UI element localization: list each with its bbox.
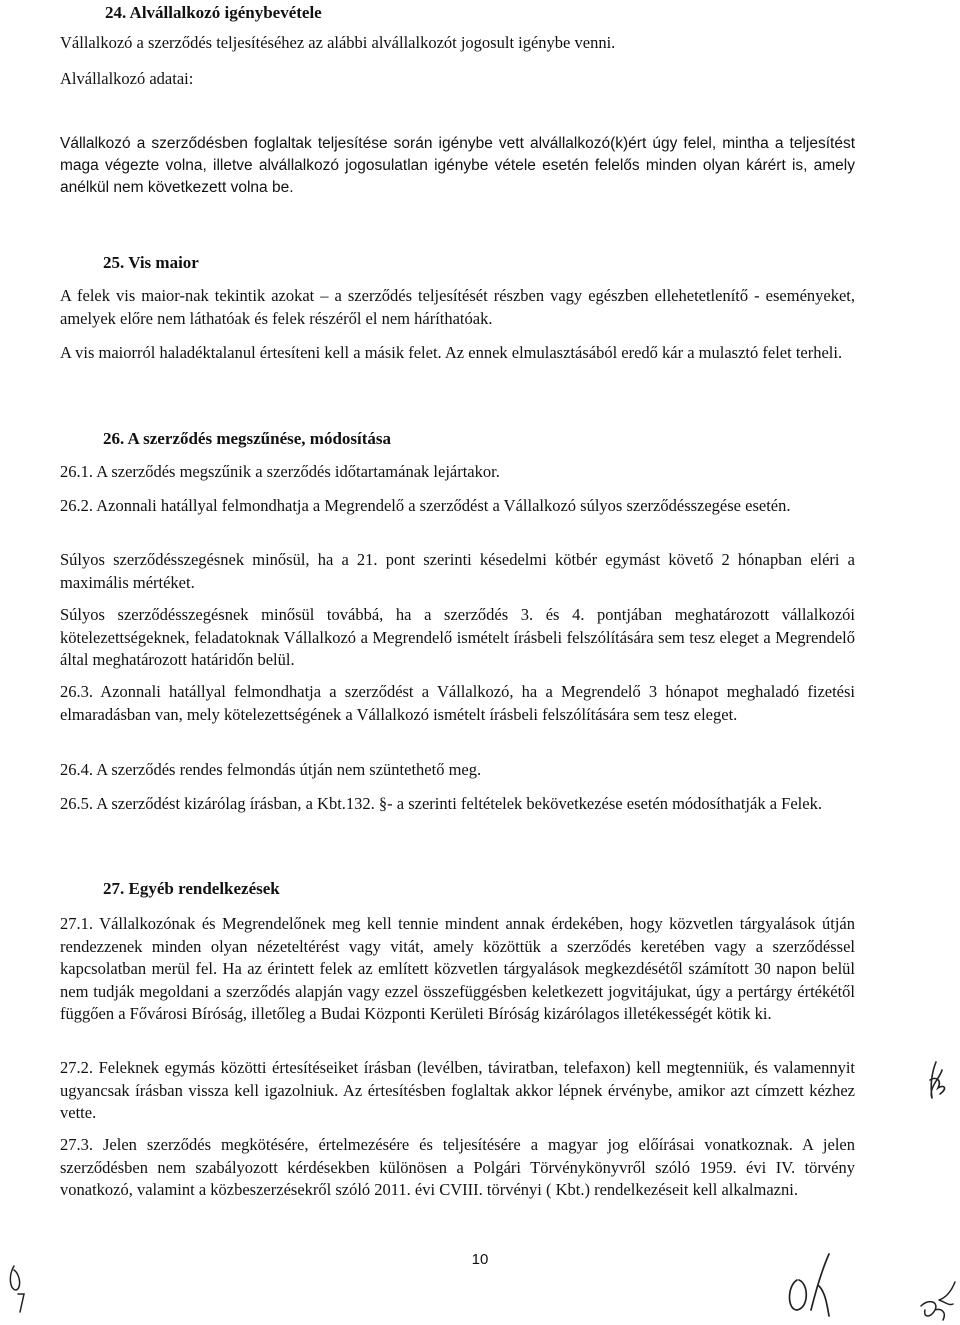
section-24-heading: 24. Alvállalkozó igénybevétele <box>105 3 322 22</box>
page-number: 10 <box>471 1251 489 1268</box>
section-27-heading: 27. Egyéb rendelkezések <box>103 879 280 898</box>
section-25-paragraph-2: A vis maiorról haladéktalanul értesíteni kell a másik felet. Az ennek elmulasztásából eredő kár a mulasztó felet terheli. <box>60 343 843 362</box>
clause-26-2-paragraph-2: Súlyos szerződésszegésnek minősül, ha a 21. pont szerinti késedelmi kötbér egymást követő 2 hónapban eléri a maximális mértéket. <box>60 550 855 592</box>
clause-26-3: 26.3. Azonnali hatállyal felmondhatja a szerződést a Vállalkozó, ha a Megrendelő 3 hónapot meghaladó fizetési elmaradásban van, mely kötelezettségének a Vállalkozó ismételt írásbeli felszólítására sem tesz eleget. <box>60 682 855 724</box>
corner-initials-left <box>4 1260 34 1316</box>
clause-26-1: 26.1. A szerződés megszűnik a szerződés időtartamának lejártakor. <box>60 462 500 481</box>
clause-26-2-paragraph-3: Súlyos szerződésszegésnek minősül továbbá, ha a szerződés 3. és 4. pontjában meghatározott vállalkozói kötelezettségeknek, feladatoknak Vállalkozó a Megrendelő ismételt írásbeli felszólítására sem tesz eleget a Megrendelő által meghatározott határidőn belül. <box>60 605 855 669</box>
clause-27-3: 27.3. Jelen szerződés megkötésére, értelmezésére és teljesítésére a magyar jog előírásai vonatkoznak. A jelen szerződésben nem szabályozott kérdésekben különösen a Polgári Törvénykönyvről szóló 1959. évi IV. törvény vonatkozó, valamint a közbeszerzésekről szóló 2011. évi CVIII. törvényi ( Kbt.) rendelkezéseit kell alkalmazni. <box>60 1135 855 1199</box>
section-25-paragraph-1: A felek vis maior-nak tekintik azokat – a szerződés teljesítését részben vagy egészben ellehetetlenítő - eseményeket, amelyek előre nem láthatóak és felek részéről el nem háríthatóak. <box>60 286 855 328</box>
section-26-heading: 26. A szerződés megszűnése, módosítása <box>103 429 392 448</box>
clause-27-1: 27.1. Vállalkozónak és Megrendelőnek meg kell tennie mindent annak érdekében, hogy közvetlen tárgyalások útján rendezzenek minden olyan nézeteltérést vagy vitát, amely közöttük a szerződés keretében vagy a szerződéssel kapcsolatban merül fel. Ha az érintett felek az említett közvetlen tárgyalások megkezdésétől számított 30 napon belül nem tudják megoldani a szerződés alapján vagy ezzel összefüggésben keletkezett jogvitájukat, úgy a pertárgy értékétől függően a Fővárosi Bíróság, illetőleg a Budai Központi Kerületi Bíróság kizárólagos illetékességét kötik ki. <box>60 914 855 1023</box>
clause-26-2: 26.2. Azonnali hatállyal felmondhatja a Megrendelő a szerződést a Vállalkozó súlyos szerződésszegése esetén. <box>60 496 791 515</box>
clause-26-5: 26.5. A szerződést kizárólag írásban, a Kbt.132. §- a szerinti feltételek bekövetkezése esetén módosíthatják a Felek. <box>60 794 822 813</box>
clause-26-4: 26.4. A szerződés rendes felmondás útján nem szüntethető meg. <box>60 760 482 779</box>
section-25-heading: 25. Vis maior <box>103 253 199 272</box>
clause-27-2: 27.2. Feleknek egymás közötti értesítéseiket írásban (levélben, táviratban, telefaxon) kell megtenniük, és valamennyit ugyancsak írásban vissza kell igazolniuk. Az értesítésben foglaltak akkor lépnek érvénybe, amikor azt címzett kézhez vette. <box>60 1058 855 1122</box>
section-24-paragraph-1: Vállalkozó a szerződés teljesítéséhez az alábbi alvállalkozót jogosult igénybe venni. <box>60 33 616 52</box>
bottom-initials-signature <box>783 1246 849 1322</box>
section-24-paragraph-2: Alvállalkozó adatai: <box>60 69 194 88</box>
section-24-paragraph-3: Vállalkozó a szerződésben foglaltak teljesítése során igénybe vett alvállalkozó(k)ért úgy felel, mintha a teljesítést maga végezte volna, illetve alvállalkozó jogosulatlan igénybe vétele esetén felelős minden olyan kárért is, amely anélkül nem következett volna be. <box>60 135 855 196</box>
bottom-right-initials <box>915 1278 960 1325</box>
margin-initials-signature <box>922 1058 952 1108</box>
